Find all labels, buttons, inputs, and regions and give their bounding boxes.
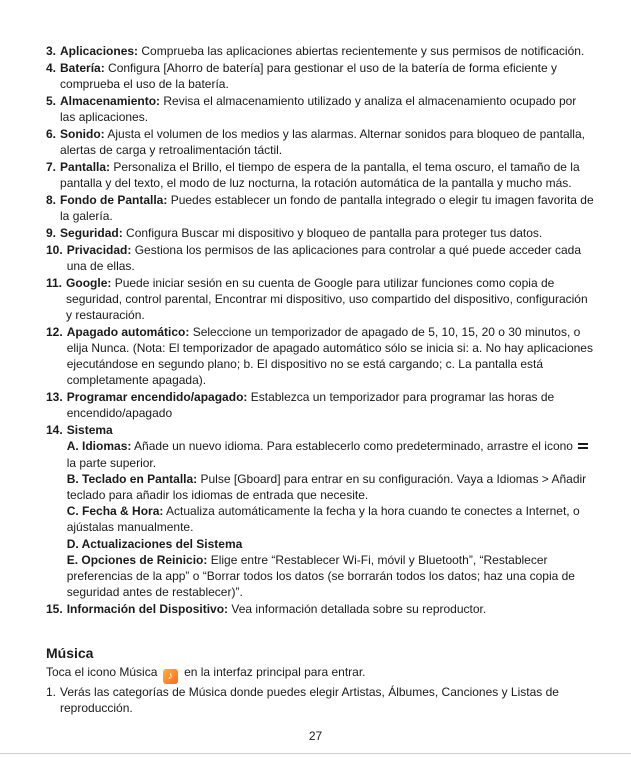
item-title: Almacenamiento: [60,93,161,108]
item-text: Verás las categorías de Música donde puedes elegir Artistas, Álbumes, Canciones y Listas de reproducción. [60,685,559,716]
sub-item-fecha-hora [67,503,594,535]
item-text: Comprueba las aplicaciones abiertas recientemente y sus permisos de notificación. [138,44,585,58]
item-number: 6. [46,126,57,141]
sub-item-text: la parte superior. [66,455,157,470]
sub-item-title: C. Fecha & Hora: [66,504,164,519]
sub-item-reinicio [67,552,594,601]
item-text: Personaliza el Brillo, el tiempo de espera de la pantalla, el tema oscuro, el tamaño de la pantalla y del texto, el modo de luz nocturna, la rotación automática de la pantalla y mucho más. [60,159,580,190]
item-number: 14. [46,423,63,438]
list-item [46,389,594,421]
item-title: Google: [66,275,112,290]
sub-item-text: Actualiza automáticamente la fecha y la hora cuando te conectes a Internet, o ajústalas manualmente. [66,504,580,535]
sub-item-text: Añade un nuevo idioma. Para establecerlo como predeterminado, arrastre el icono [131,439,573,454]
list-item [46,225,594,241]
section-title: Música [46,645,94,661]
list-item [46,159,594,191]
list-item [46,601,594,617]
list-item [46,60,594,92]
item-number: 1. [46,685,57,699]
item-title: Privacidad: [66,242,132,257]
item-text: Configura Buscar mi dispositivo y bloqueo de pantalla para proteger tus datos. [122,225,543,240]
item-text: Revisa el almacenamiento utilizado y analiza el almacenamiento ocupado por las aplicaciones. [60,93,577,124]
item-number: 5. [46,93,57,108]
item-text: Establezca un temporizador para programar las horas de encendido/apagado [66,390,555,421]
list-item [46,126,594,158]
item-title: Programar encendido/apagado: [66,390,248,405]
intro-text: Toca el icono Música [46,665,158,679]
item-number: 4. [46,60,57,75]
sub-item-text: Pulse [Gboard] para entrar en su configuración. Vaya a Idiomas > Añadir teclado para añadir los idiomas de entrada que necesite. [66,471,587,503]
music-app-icon: ♪ [163,669,178,684]
list-item [46,242,594,274]
item-number: 7. [46,159,57,174]
intro-text: en la interfaz principal para entrar. [180,665,366,679]
item-title: Batería: [60,60,105,75]
item-text: Gestiona los permisos de las aplicaciones para controlar a qué puede acceder cada una de ellas. [66,242,581,273]
item-title: Fondo de Pantalla: [60,192,168,207]
item-text: Puedes establecer un fondo de pantalla integrado o elegir tu imagen favorita de la galería. [60,192,594,223]
list-item [46,324,594,389]
item-title: Pantalla: [60,159,111,174]
item-text: Vea información detallada sobre su reproductor. [228,602,487,617]
list-item [46,275,594,324]
item-number: 11. [46,275,63,290]
item-title: Sistema [66,423,113,438]
item-text: Puede iniciar sesión en su cuenta de Google para utilizar funciones como copia de seguridad, control parental, Encontrar mi dispositivo, uso compartido del dispositivo, configuración y restauración. [66,275,588,322]
bottom-divider [0,753,631,754]
item-number: 3. [46,44,57,58]
list-item [46,43,594,59]
sub-item-text: Elige entre “Restablecer Wi-Fi, móvil y Bluetooth”, “Restablecer preferencias de la app” o “Borrar todos los datos (se borrarán todos los datos; haz una copia de seguridad antes de restablecer)”. [66,552,575,600]
item-title: Aplicaciones: [60,44,139,58]
list-item [46,192,594,224]
sub-item-actualizaciones: D. Actualizaciones del Sistema [66,536,243,551]
sub-item-title: A. Idiomas: [66,439,132,454]
item-text: Seleccione un temporizador de apagado de 5, 10, 15, 20 o 30 minutos, o elija Nunca. (Nota: El temporizador de apagado automático sólo se inicia si: a. No hay aplicaciones ejecutándose en segundo plano; b. El dispositivo no se está cargando; c. La pantalla está completamente apagada). [66,324,593,388]
sub-item-title: B. Teclado en Pantalla: [66,471,198,486]
item-number: 9. [46,225,57,240]
page-number: 27 [308,729,323,743]
item-title: Apagado automático: [66,324,190,339]
item-text: Ajusta el volumen de los medios y las alarmas. Alternar sonidos para bloqueo de pantalla, alertas de carga y retroalimentación táctil. [60,126,585,157]
list-item [46,93,594,125]
item-number: 13. [46,390,63,405]
sub-item-idiomas [67,438,594,470]
musica-section [46,644,594,717]
list-item-sistema [46,422,594,600]
section-intro [46,664,594,684]
drag-handle-icon [578,443,588,449]
item-number: 15. [46,602,63,617]
sub-item-title: E. Opciones de Reinicio: [66,552,208,567]
settings-list [46,43,594,618]
item-title: Seguridad: [60,225,123,240]
item-number: 10. [46,242,63,257]
item-text: Configura [Ahorro de batería] para gestionar el uso de la batería de forma eficiente y comprueba el uso de la batería. [60,60,557,91]
list-item [46,684,594,716]
item-number: 8. [46,192,57,207]
item-number: 12. [46,324,63,339]
item-title: Información del Dispositivo: [66,602,229,617]
item-title: Sonido: [60,126,105,141]
sub-item-teclado [67,471,594,503]
